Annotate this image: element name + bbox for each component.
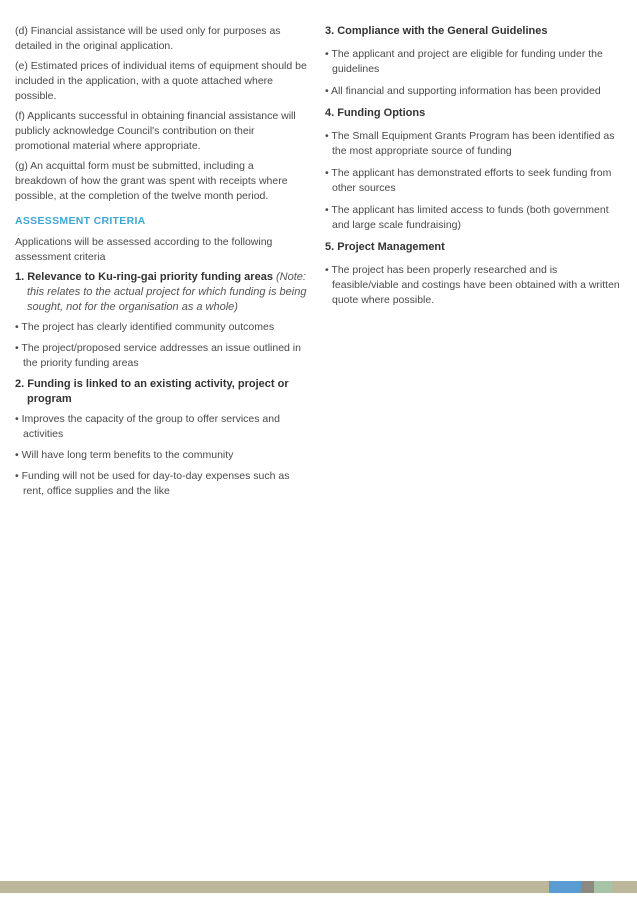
footer-accent-blue [549,881,581,893]
criterion-2-title: 2. Funding is linked to an existing activity, project or program [15,378,289,405]
criterion-1-title [15,270,307,315]
section-5-bullet: • The project has been properly researched and is feasible/viable and costings have been obtained with a written quote where possible. [325,264,620,306]
section-4-bullet: • The applicant has limited access to funds (both government and large scale fundraising) [325,204,609,231]
criterion-2-bullet: • Will have long term benefits to the community [15,449,234,461]
criterion-2-bullet: • Improves the capacity of the group to offer services and activities [15,413,280,440]
section-3-title: 3. Compliance with the General Guidelines [325,25,548,37]
criterion-2-bullet: • Funding will not be used for day-to-day expenses such as rent, office supplies and the like [15,470,290,497]
section-3-bullet: • All financial and supporting information has been provided [325,85,601,97]
criterion-1-bullet: • The project/proposed service addresses an issue outlined in the priority funding areas [15,342,301,369]
section-4-bullet: • The applicant has demonstrated efforts to seek funding from other sources [325,167,612,194]
criterion-1-bullet: • The project has clearly identified community outcomes [15,321,275,333]
section-3-bullet: • The applicant and project are eligible for funding under the guidelines [325,48,603,75]
footer-accent-grey [581,881,594,893]
footer-accent-green [594,881,612,893]
paragraph-g: (g) An acquittal form must be submitted, including a breakdown of how the grant was spent with receipts where possible, at the completion of the twelve month period. [15,160,288,202]
footer-bar [0,881,637,893]
left-column [15,24,307,505]
assessment-criteria-heading: ASSESSMENT CRITERIA [15,215,146,227]
criterion-1-note: (Note: this relates to the actual project for which funding is being sought, not for the organisation as a whole) [27,271,307,313]
criteria-intro: Applications will be assessed according to the following assessment criteria [15,236,273,263]
paragraph-e: (e) Estimated prices of individual items of equipment should be included in the application, with a quote attached where possible. [15,60,307,102]
paragraph-d: (d) Financial assistance will be used only for purposes as detailed in the original application. [15,25,281,52]
criterion-1-title-text: 1. Relevance to Ku-ring-gai priority funding areas [15,271,273,283]
section-4-bullet: • The Small Equipment Grants Program has been identified as the most appropriate source of funding [325,130,615,157]
section-4-title: 4. Funding Options [325,107,426,119]
section-5-title: 5. Project Management [325,241,445,253]
paragraph-f: (f) Applicants successful in obtaining financial assistance will publicly acknowledge Council's contribution on their promotional material where appropriate. [15,110,296,152]
right-column [325,24,621,315]
